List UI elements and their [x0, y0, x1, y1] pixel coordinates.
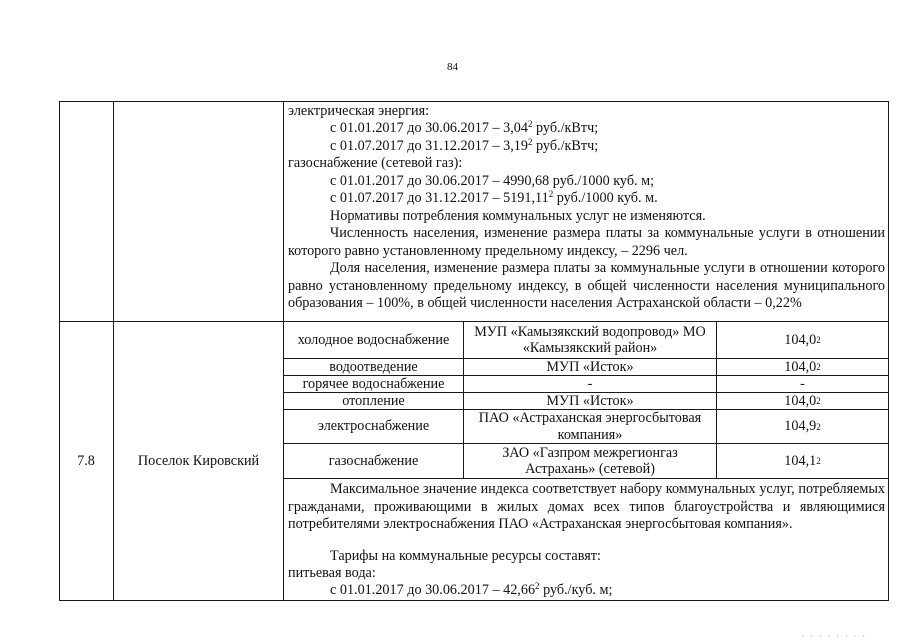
text-line: с 01.01.2017 до 30.06.2017 – 42,66$^2$ руб./куб. м; [330, 581, 613, 598]
service-index: 104,0 2 [784, 358, 821, 375]
service-name: газоснабжение [328, 452, 419, 469]
service-provider: МУП «Камызякский водопровод» МО «Камызякский район» [474, 323, 706, 356]
service-index: 104,0 2 [784, 331, 821, 348]
service-name: отопление [342, 392, 405, 409]
services-bottom-line [283, 478, 889, 479]
tariffs-intro: Тарифы на коммунальные ресурсы составят: [330, 548, 601, 564]
text-line: Нормативы потребления коммунальных услуг не изменяются. [330, 208, 706, 224]
service-provider: МУП «Исток» [546, 358, 634, 375]
service-name: водоотведение [329, 358, 418, 375]
service-name: горячее водоснабжение [302, 375, 445, 392]
service-index: 104,9 2 [784, 418, 821, 435]
row-number: 7.8 [77, 452, 95, 469]
text-line: с 01.01.2017 до 30.06.2017 – 3,04$^2$ руб./кВтч; [330, 119, 599, 136]
text-line: с 01.01.2017 до 30.06.2017 – 4990,68 руб./1000 куб. м; [330, 173, 655, 189]
text-line: с 01.07.2017 до 31.12.2017 – 5191,11$^2$ руб./1000 куб. м. [330, 189, 658, 206]
service-name: холодное водоснабжение [297, 331, 450, 348]
table-right-border [888, 101, 889, 601]
service-provider: - [587, 375, 593, 392]
scan-marks: · · · · · · · · [801, 632, 867, 641]
service-index: 104,1 2 [784, 452, 821, 469]
text-line: с 01.07.2017 до 31.12.2017 – 3,19$^2$ руб./кВтч; [330, 137, 599, 154]
service-name: электроснабжение [317, 418, 430, 435]
paragraph-population: Численность населения, изменение размера платы за коммунальные услуги в отношении которого равно установленному предельному индексу, – 2296 чел. [288, 225, 885, 259]
service-index: - [800, 375, 805, 392]
service-provider: МУП «Исток» [546, 392, 634, 409]
paragraph-max-index: Максимальное значение индекса соответствует набору коммунальных услуг, потребляемых гражданами, проживающими в жилых домах всех типов благоустройства и являющимися потребителями электроснабжения ПАО «Астраханская энергосбытовая компания». [288, 481, 885, 532]
table-bottom-border [59, 600, 889, 601]
service-provider: ПАО «Астраханская энергосбытовая компания» [478, 410, 702, 443]
page-number: 84 [447, 61, 458, 73]
service-index: 104,0 2 [784, 392, 821, 409]
drinking-water-label: питьевая вода: [288, 565, 376, 581]
document-table [59, 101, 889, 601]
settlement-name: Поселок Кировский [137, 452, 260, 469]
paragraph-share: Доля населения, изменение размера платы за коммунальные услуги в отношении которого равно установленному предельному индексу, в общей численности населения муниципального образования – 100%, в общей численности населения Астраханской области – 0,22% [288, 260, 885, 311]
table-top-border [59, 101, 889, 102]
text-line: газоснабжение (сетевой газ): [288, 155, 463, 171]
service-provider: ЗАО «Газпром межрегионгаз Астрахань» (сетевой) [502, 444, 678, 477]
text-line: электрическая энергия: [288, 103, 430, 119]
